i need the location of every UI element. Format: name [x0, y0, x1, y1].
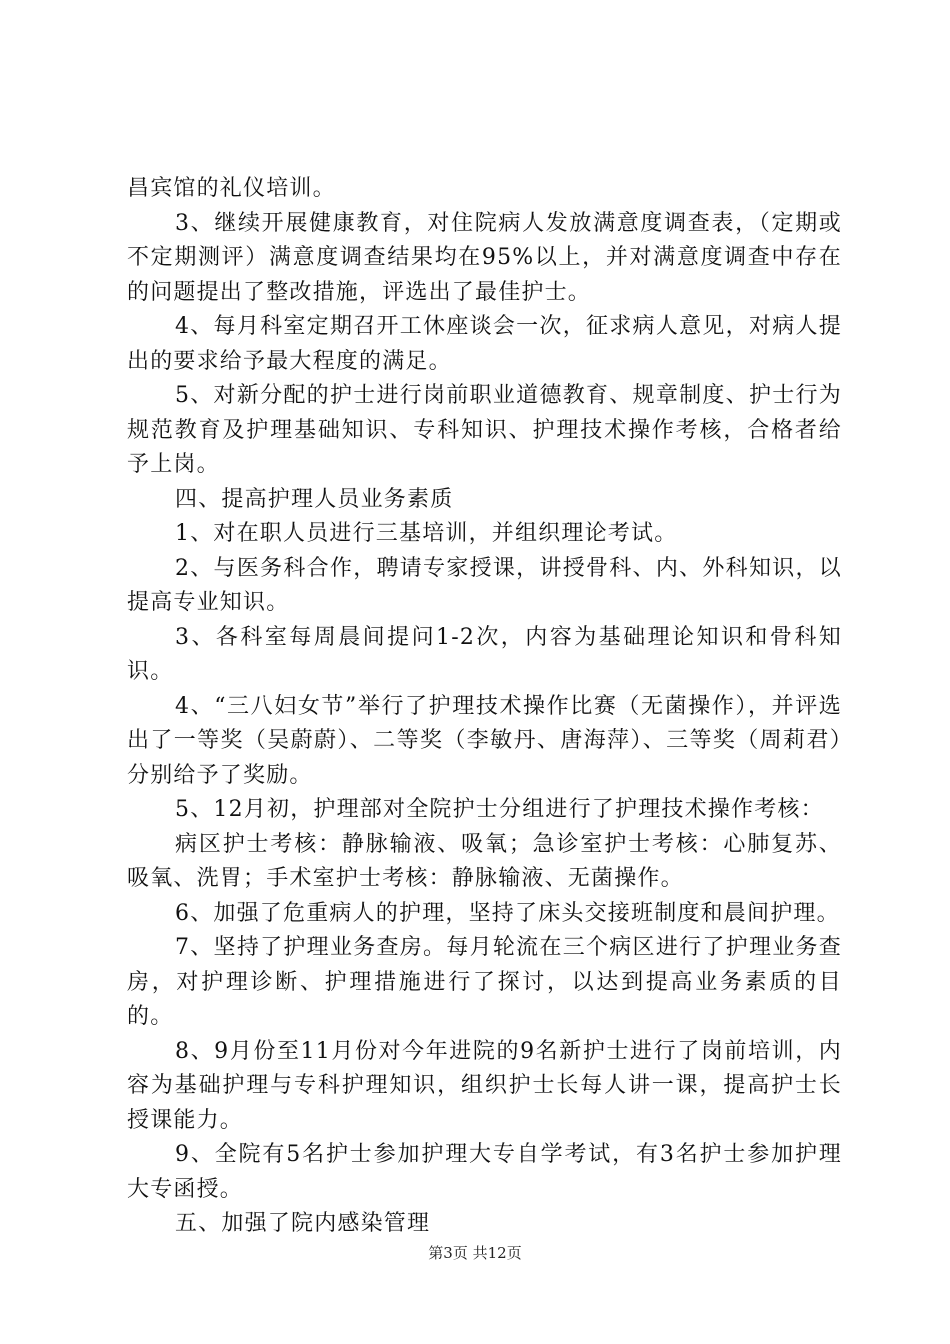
paragraph-item-3-morning-questions: 3、各科室每周晨间提问1-2次，内容为基础理论知识和骨科知识。 [127, 624, 842, 684]
paragraph-item-3-health-education: 3、继续开展健康教育，对住院病人发放满意度调查表，（定期或不定期测评）满意度调查结果均在95%以上，并对满意度调查中存在的问题提出了整改措施，评选出了最佳护士。 [127, 210, 842, 305]
paragraph-item-4-skills-competition: 4、“三八妇女节”举行了护理技术操作比赛（无菌操作），并评选出了一等奖（吴蔚蔚）、二等奖（李敏丹、唐海萍）、三等奖（周莉君）分别给予了奖励。 [127, 693, 842, 788]
document-body [127, 172, 842, 1242]
paragraph-item-5-skills-assessment: 5、12月初，护理部对全院护士分组进行了护理技术操作考核： [175, 797, 824, 822]
paragraph-item-4-patient-forum: 4、每月科室定期召开工休座谈会一次，征求病人意见，对病人提出的要求给予最大程度的满足。 [127, 314, 842, 374]
paragraph-assessment-details: 病区护士考核：静脉输液、吸氧；急诊室护士考核：心肺复苏、吸氧、洗胃；手术室护士考核：静脉输液、无菌操作。 [127, 831, 842, 891]
paragraph-item-6-critical-care: 6、加强了危重病人的护理，坚持了床头交接班制度和晨间护理。 [175, 900, 840, 926]
paragraph-item-2-expert-lectures: 2、与医务科合作，聘请专家授课，讲授骨科、内、外科知识，以提高专业知识。 [127, 555, 842, 615]
section-heading-4: 四、提高护理人员业务素质 [175, 486, 454, 512]
paragraph-item-8-pre-job-training: 8、9月份至11月份对今年进院的9名新护士进行了岗前培训，内容为基础护理与专科护理知识，组织护士长每人讲一课，提高护士长授课能力。 [127, 1038, 842, 1133]
paragraph-item-7-ward-rounds: 7、坚持了护理业务查房。每月轮流在三个病区进行了护理业务查房，对护理诊断、护理措施进行了探讨，以达到提高业务素质的目的。 [127, 935, 842, 1029]
paragraph-item-5-new-nurse-training: 5、对新分配的护士进行岗前职业道德教育、规章制度、护士行为规范教育及护理基础知识、专科知识、护理技术操作考核，合格者给予上岗。 [127, 383, 842, 477]
section-heading-5: 五、加强了院内感染管理 [175, 1211, 431, 1236]
paragraph-item-1-basic-training: 1、对在职人员进行三基培训，并组织理论考试。 [175, 521, 678, 546]
paragraph-continuation: 昌宾馆的礼仪培训。 [127, 176, 336, 201]
page-number-footer: 第3页 共12页 [428, 1244, 522, 1262]
paragraph-item-9-continuing-education: 9、全院有5名护士参加护理大专自学考试，有3名护士参加护理大专函授。 [127, 1142, 842, 1202]
